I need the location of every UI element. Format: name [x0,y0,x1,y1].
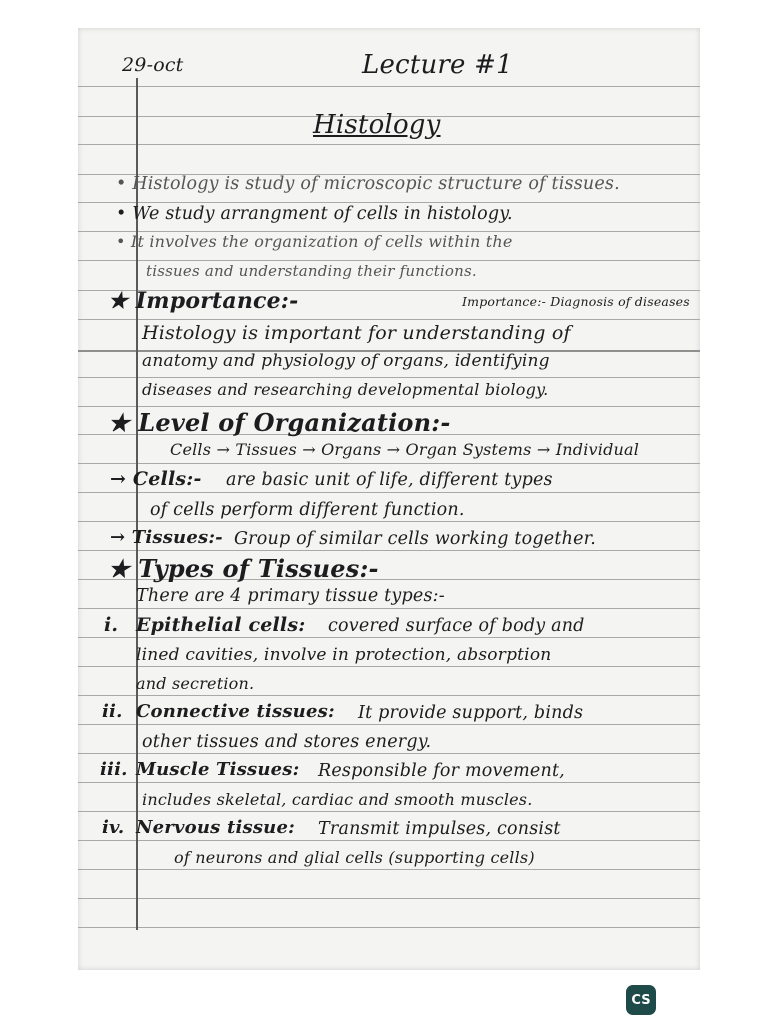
intro-line-1: • Histology is study of microscopic structure of tissues. [116,174,620,194]
importance-heading: ★ Importance:- [108,288,299,314]
type-4-number: iv. [102,817,125,838]
camscanner-logo-icon: CS [626,985,656,1015]
page-title: Histology [313,110,441,140]
lecture-number: Lecture #1 [362,50,513,80]
importance-line-2: anatomy and physiology of organs, identifying [142,351,550,371]
type-2-line-1: It provide support, binds [358,703,584,723]
intro-line-3: • It involves the organization of cells within the [116,232,513,251]
organization-chain: Cells → Tissues → Organs → Organ Systems → Individual [170,440,640,459]
cells-line-2: of cells perform different function. [150,500,465,520]
type-4-term: Nervous tissue: [136,817,295,838]
types-intro: There are 4 primary tissue types:- [136,586,445,606]
intro-line-2: • We study arrangment of cells in histology. [116,204,513,224]
intro-line-4: tissues and understanding their functions. [146,262,477,280]
cells-line-1: are basic unit of life, different types [226,470,553,490]
tissues-label: → Tissues:- [110,527,223,548]
type-3-line-2: includes skeletal, cardiac and smooth muscles. [142,790,533,809]
importance-line-1: Histology is important for understanding of [142,322,571,344]
date: 29-oct [122,54,184,76]
notebook-page [78,28,700,970]
type-1-term: Epithelial cells: [136,614,306,636]
type-1-line-3: and secretion. [136,674,255,693]
importance-side-note: Importance:- Diagnosis of diseases [462,294,690,309]
type-2-number: ii. [102,701,123,722]
type-2-line-2: other tissues and stores energy. [142,732,432,752]
level-heading: ★ Level of Organization:- [108,408,451,437]
types-heading: ★ Types of Tissues:- [108,554,379,583]
type-1-number: i. [104,614,119,636]
type-4-line-2: of neurons and glial cells (supporting cells) [174,848,535,867]
tissues-text: Group of similar cells working together. [234,529,597,549]
type-2-term: Connective tissues: [136,701,335,722]
type-4-line-1: Transmit impulses, consist [318,819,561,839]
type-3-line-1: Responsible for movement, [318,761,565,781]
cells-label: → Cells:- [110,468,202,490]
type-1-line-2: lined cavities, involve in protection, absorption [136,645,552,665]
type-3-term: Muscle Tissues: [136,759,300,780]
type-3-number: iii. [100,759,128,780]
importance-line-3: diseases and researching developmental biology. [142,380,549,399]
type-1-line-1: covered surface of body and [328,616,585,636]
